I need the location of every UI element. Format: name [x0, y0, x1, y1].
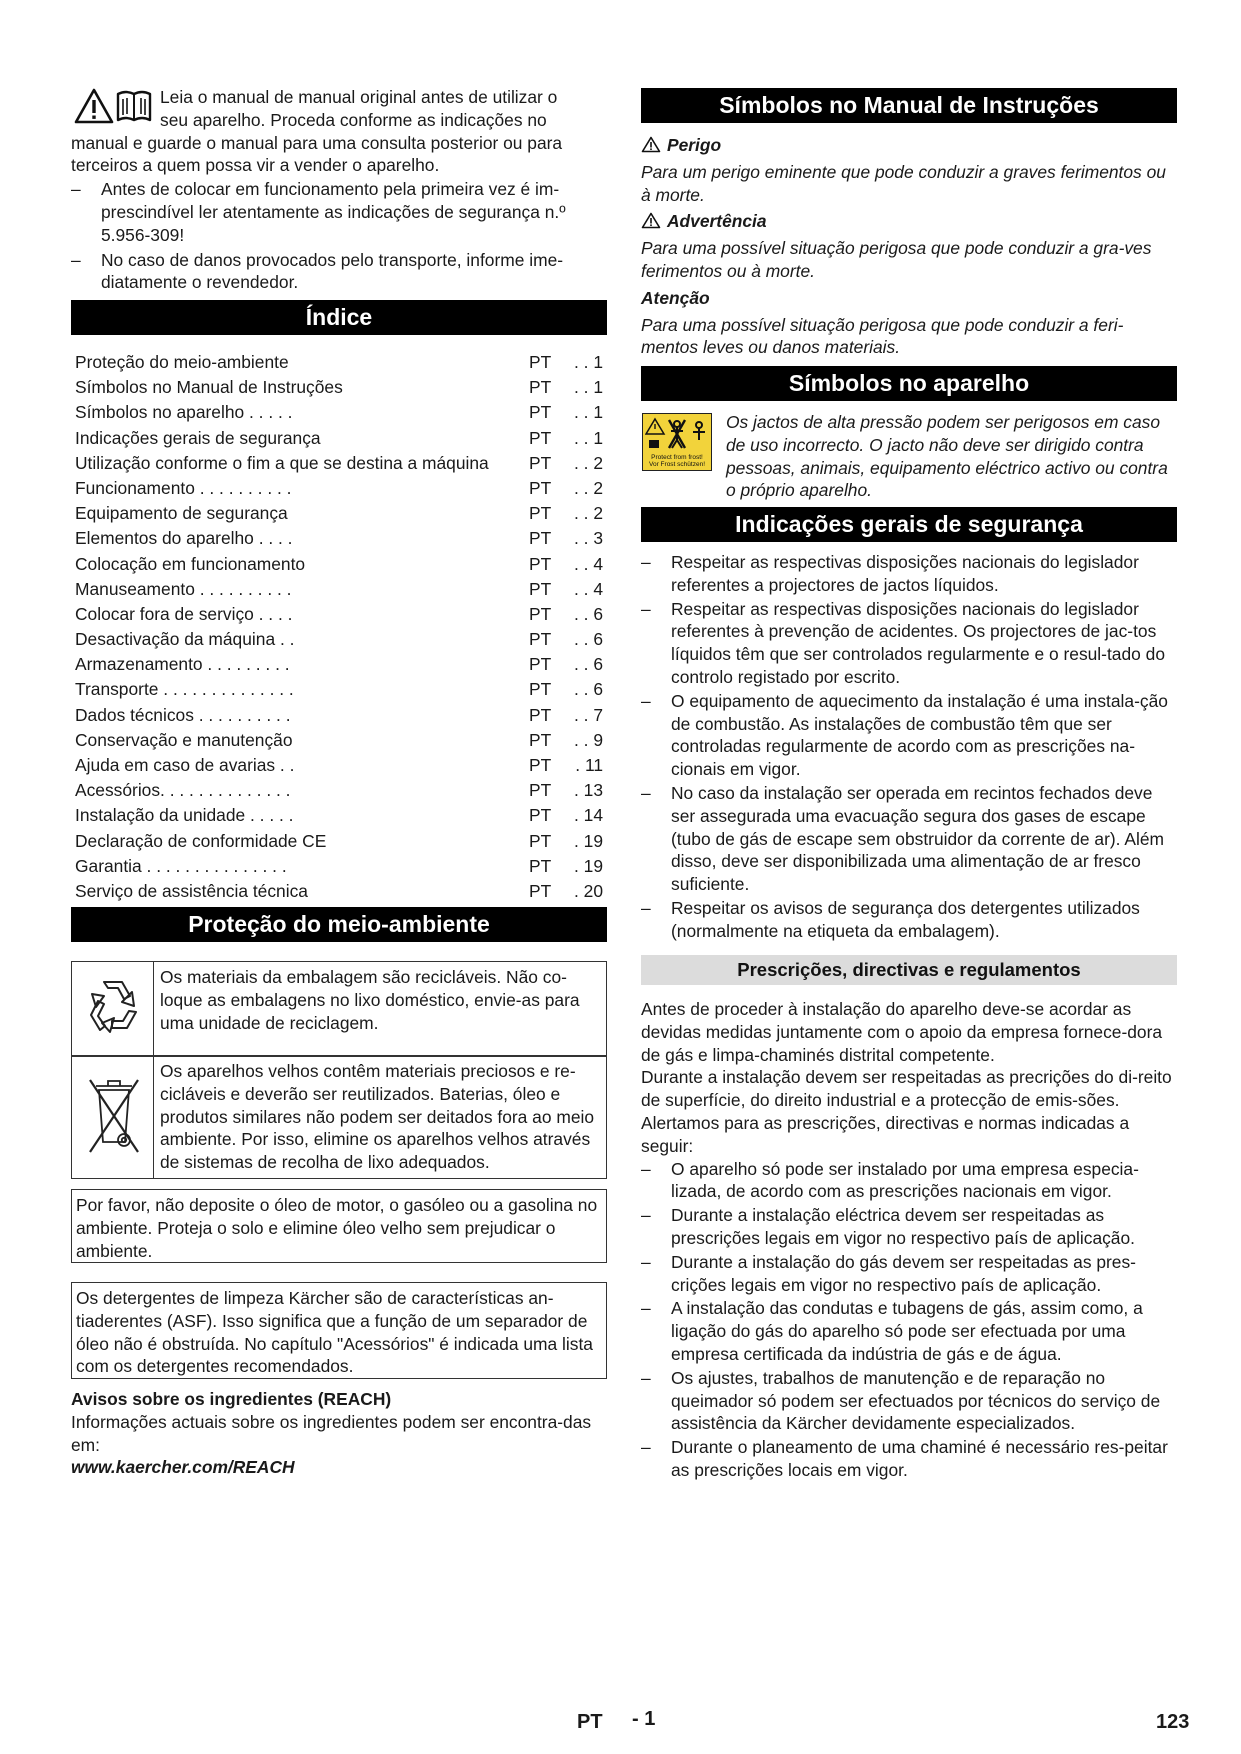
toc-page: . . 2 — [574, 452, 603, 473]
footer-section-page: - 1 — [632, 1708, 656, 1730]
toc-title: Símbolos no aparelho . . . . . — [75, 402, 293, 423]
disposal-text: Os aparelhos velhos contêm materiais preciosos e re-cicláveis e deverão ser reutilizados. Baterias, óleo e produtos similares não podem ser deitados fora ao meio ambiente. Por isso, elimine os aparelhos velhos através de sistemas de recolha de lixo adequados. — [160, 1061, 595, 1173]
toc-row[interactable] — [75, 829, 603, 854]
crossed-bin-icon — [86, 1072, 142, 1158]
table-of-contents — [75, 350, 603, 904]
toc-page: . . 1 — [574, 377, 603, 398]
toc-row[interactable] — [75, 476, 603, 501]
toc-page: . . 7 — [574, 704, 603, 725]
toc-page: . 13 — [573, 780, 603, 801]
toc-row[interactable] — [75, 854, 603, 879]
regulations-list — [641, 1158, 1177, 1482]
toc-lang: PT — [529, 805, 552, 826]
safety-bullet: – O equipamento de aquecimento da instalação é uma instala-ção de combustão. As instalações de combustão têm que ser controladas regularmente de acordo com as prescrições na-cionais em vigor. — [641, 690, 1177, 781]
toc-row[interactable] — [75, 375, 603, 400]
warning-triangle-icon — [641, 136, 661, 153]
toc-lang: PT — [529, 704, 552, 725]
footer-page-number: 123 — [1156, 1711, 1190, 1733]
reach-text: Informações actuais sobre os ingredientes podem ser encontra-das em: — [71, 1411, 592, 1455]
toc-row[interactable] — [75, 501, 603, 526]
intro-first-line: Leia o manual de manual original antes de utilizar o — [160, 87, 558, 107]
toc-row[interactable] — [75, 703, 603, 728]
toc-page: . . 2 — [574, 477, 603, 498]
regulation-bullet: – Durante o planeamento de uma chaminé é necessário res-peitar as prescrições locais em vigor. — [641, 1436, 1177, 1482]
device-symbols-heading: Símbolos no aparelho — [641, 366, 1177, 401]
toc-title: Armazenamento . . . . . . . . . — [75, 654, 290, 675]
toc-lang: PT — [529, 780, 552, 801]
toc-page: . . 6 — [574, 679, 603, 700]
toc-row[interactable] — [75, 778, 603, 803]
toc-lang: PT — [529, 477, 552, 498]
toc-page: . 20 — [573, 880, 603, 901]
toc-title: Garantia . . . . . . . . . . . . . . . — [75, 855, 287, 876]
warning-triangle-icon — [641, 212, 661, 229]
toc-lang: PT — [529, 679, 552, 700]
danger-label: Perigo — [641, 134, 1177, 157]
regulations-para2: Durante a instalação devem ser respeitadas as precrições do di-reito de superfície, do direito industrial e a protecção de emis-sões. Alertamos para as prescrições, directivas e normas indicadas a seguir: — [641, 1067, 1172, 1156]
warning-text: Para uma possível situação perigosa que pode conduzir a gra-ves ferimentos ou à morte. — [641, 238, 1152, 281]
toc-lang: PT — [529, 729, 552, 750]
intro-section — [71, 86, 607, 294]
toc-row[interactable] — [75, 451, 603, 476]
reach-heading: Avisos sobre os ingredientes (REACH) — [71, 1389, 392, 1409]
toc-row[interactable] — [75, 577, 603, 602]
safety-bullet: – No caso da instalação ser operada em recintos fechados deve ser assegurada uma evacuação segura dos gases de escape (tubo de gás de escape sem obstruidor da corrente de ar). Além disso, deve ser disponibilizada uma alimentação de ar fresco suficiente. — [641, 782, 1177, 896]
toc-page: . . 9 — [574, 729, 603, 750]
high-pressure-jet-icon — [645, 416, 709, 454]
toc-lang: PT — [529, 528, 552, 549]
toc-row[interactable] — [75, 728, 603, 753]
toc-row[interactable] — [75, 803, 603, 828]
toc-title: Desactivação da máquina . . — [75, 629, 295, 650]
recycle-text: Os materiais da embalagem são recicláveis. Não co-loque as embalagens no lixo doméstico, envie-as para uma unidade de reciclagem. — [160, 967, 580, 1033]
reach-link[interactable]: www.kaercher.com/REACH — [71, 1457, 295, 1478]
toc-row[interactable] — [75, 652, 603, 677]
toc-page: . 14 — [573, 805, 603, 826]
toc-page: . . 3 — [574, 528, 603, 549]
toc-row[interactable] — [75, 677, 603, 702]
intro-second-line: seu aparelho. Proceda conforme as indicações no — [160, 109, 547, 130]
toc-title: Funcionamento . . . . . . . . . . — [75, 477, 292, 498]
intro-rest: manual e guarde o manual para uma consulta posterior ou para terceiros a quem possa vir a vender o aparelho. — [71, 132, 563, 176]
toc-page: . 19 — [573, 830, 603, 851]
detergent-note-box — [71, 1282, 607, 1379]
toc-title: Manuseamento . . . . . . . . . . — [75, 578, 292, 599]
toc-row[interactable] — [75, 602, 603, 627]
warning-label: Advertência — [641, 210, 1177, 233]
environment-heading: Proteção do meio-ambiente — [71, 907, 607, 942]
toc-title: Indicações gerais de segurança — [75, 427, 321, 448]
toc-lang: PT — [529, 855, 552, 876]
regulation-bullet: – O aparelho só pode ser instalado por uma empresa especia-lizada, de acordo com as prescrições nacionais em vigor. — [641, 1158, 1177, 1204]
detergent-note: Os detergentes de limpeza Kärcher são de características an-tiaderentes (ASF). Isso significa que a função de um separador de óleo não é obstruída. No capítulo "Acessórios" é indicada uma lista com os detergentes recomendados. — [76, 1288, 593, 1377]
device-symbols-text: Os jactos de alta pressão podem ser perigosos em caso de uso incorrecto. O jacto não deve ser dirigido contra pessoas, animais, equipamento eléctrico activo ou contra o próprio aparelho. — [726, 412, 1168, 501]
toc-lang: PT — [529, 452, 552, 473]
toc-title: Equipamento de segurança — [75, 503, 288, 524]
regulation-bullet: – Durante a instalação eléctrica devem ser respeitadas as prescrições legais em vigor no respectivo país de aplicação. — [641, 1204, 1177, 1250]
intro-bullet: – Antes de colocar em funcionamento pela primeira vez é im-prescindível ler atentamente as indicações de segurança n.º 5.956-309! — [71, 178, 607, 246]
regulations-heading: Prescrições, directivas e regulamentos — [641, 955, 1177, 985]
toc-title: Serviço de assistência técnica — [75, 880, 308, 901]
safety-bullet: – Respeitar os avisos de segurança dos detergentes utilizados (normalmente na etiqueta da embalagem). — [641, 897, 1177, 943]
toc-lang: PT — [529, 578, 552, 599]
manual-book-icon — [115, 88, 153, 124]
toc-row[interactable] — [75, 879, 603, 904]
toc-row[interactable] — [75, 400, 603, 425]
warning-triangle-icon — [74, 88, 114, 124]
toc-page: . . 6 — [574, 629, 603, 650]
toc-row[interactable] — [75, 426, 603, 451]
toc-page: . . 4 — [574, 553, 603, 574]
toc-page: . . 4 — [574, 578, 603, 599]
toc-page: . 19 — [573, 855, 603, 876]
toc-lang: PT — [529, 377, 552, 398]
regulation-bullet: – Os ajustes, trabalhos de manutenção e de reparação no queimador só podem ser efectuados por técnicos do serviço de assistência da Kärcher devidamente especializados. — [641, 1367, 1177, 1435]
toc-title: Elementos do aparelho . . . . — [75, 528, 293, 549]
device-symbols-section — [641, 411, 1177, 503]
toc-page: . . 1 — [574, 427, 603, 448]
toc-lang: PT — [529, 880, 552, 901]
toc-row[interactable] — [75, 526, 603, 551]
toc-page: . . 6 — [574, 603, 603, 624]
toc-lang: PT — [529, 352, 552, 372]
footer-lang: PT — [577, 1711, 603, 1733]
disposal-row — [71, 1055, 607, 1179]
safety-list — [641, 551, 1177, 944]
toc-title: Acessórios. . . . . . . . . . . . . . — [75, 780, 291, 801]
toc-lang: PT — [529, 427, 552, 448]
toc-lang: PT — [529, 553, 552, 574]
toc-row[interactable] — [75, 753, 603, 778]
toc-page: . . 6 — [574, 654, 603, 675]
regulations-para1: Antes de proceder à instalação do aparelho deve-se acordar as devidas medidas juntamente com o apoio da empresa fornece-dora de gás e limpa-chaminés distrital competente. — [641, 999, 1163, 1065]
recycle-row — [71, 961, 607, 1057]
safety-heading: Indicações gerais de segurança — [641, 507, 1177, 542]
manual-symbols-heading: Símbolos no Manual de Instruções — [641, 88, 1177, 123]
toc-title: Conservação e manutenção — [75, 729, 293, 750]
toc-page: . . 2 — [574, 503, 603, 524]
safety-bullet: – Respeitar as respectivas disposições nacionais do legislador referentes a projectores de jactos líquidos. — [641, 551, 1177, 597]
toc-title: Declaração de conformidade CE — [75, 830, 327, 851]
regulations-section — [641, 998, 1177, 1483]
safety-bullet: – Respeitar as respectivas disposições nacionais do legislador referentes à prevenção de acidentes. Os projectores de jac-tos líquidos têm que ser controlados regularmente e o resul-tado do controlo registado por escrito. — [641, 598, 1177, 689]
caution-label: Atenção — [641, 287, 710, 308]
toc-lang: PT — [529, 402, 552, 423]
intro-bullet: – No caso de danos provocados pelo transporte, informe ime-diatamente o revendedor. — [71, 249, 607, 295]
toc-title: Instalação da unidade . . . . . — [75, 805, 294, 826]
oil-note: Por favor, não deposite o óleo de motor, o gasóleo ou a gasolina no ambiente. Proteja o solo e elimine óleo velho sem prejudicar o ambiente. — [76, 1195, 598, 1261]
toc-page: . . 1 — [574, 402, 603, 423]
regulation-bullet: – A instalação das condutas e tubagens de gás, assim como, a ligação do gás do aparelho só pode ser efectuada por uma empresa certificada da indústria de gás e de água. — [641, 1297, 1177, 1365]
recycle-icon — [80, 974, 146, 1040]
toc-row[interactable] — [75, 350, 603, 375]
index-heading: Índice — [71, 300, 607, 335]
toc-title: Colocação em funcionamento — [75, 553, 306, 574]
toc-lang: PT — [529, 830, 552, 851]
toc-title: Proteção do meio-ambiente — [75, 352, 289, 372]
toc-title: Utilização conforme o fim a que se destina a máquina — [75, 452, 489, 473]
toc-title: Dados técnicos . . . . . . . . . . — [75, 704, 291, 725]
toc-page: . . 1 — [574, 352, 603, 372]
regulation-bullet: – Durante a instalação do gás devem ser respeitadas as pres-crições legais em vigor no respectivo país de aplicação. — [641, 1251, 1177, 1297]
toc-lang: PT — [529, 654, 552, 675]
frost-warning-label: Protect from frost! Vor Frost schützen! — [649, 454, 705, 468]
toc-title: Colocar fora de serviço . . . . — [75, 603, 293, 624]
toc-title: Ajuda em caso de avarias . . — [75, 755, 295, 775]
toc-title: Transporte . . . . . . . . . . . . . . — [75, 679, 294, 700]
manual-symbols-section — [641, 134, 1177, 359]
toc-title: Símbolos no Manual de Instruções — [75, 377, 343, 398]
toc-row[interactable] — [75, 627, 603, 652]
toc-row[interactable] — [75, 552, 603, 577]
toc-lang: PT — [529, 603, 552, 624]
caution-text: Para uma possível situação perigosa que pode conduzir a feri-mentos leves ou danos materiais. — [641, 314, 1124, 358]
high-pressure-warning-label — [642, 413, 712, 471]
toc-lang: PT — [529, 503, 552, 524]
danger-text: Para um perigo eminente que pode conduzir a graves ferimentos ou à morte. — [641, 161, 1166, 205]
reach-section — [71, 1388, 607, 1479]
toc-page: . 11 — [575, 755, 603, 775]
oil-note-box — [71, 1189, 607, 1263]
toc-lang: PT — [529, 629, 552, 650]
toc-lang: PT — [529, 755, 552, 775]
